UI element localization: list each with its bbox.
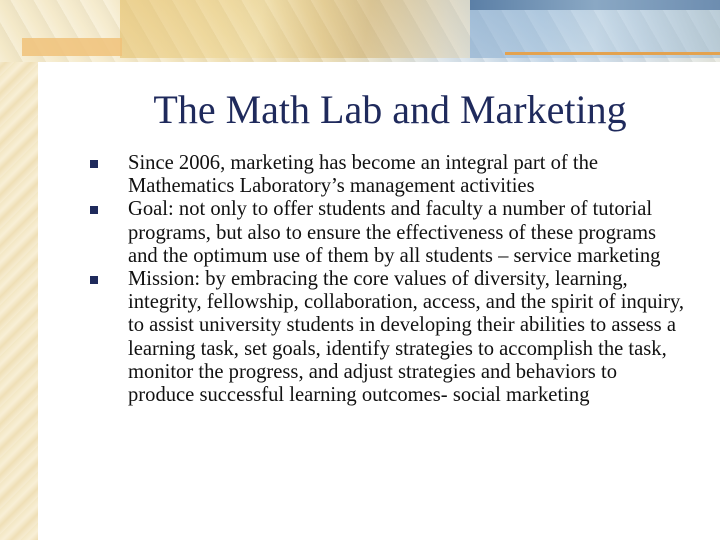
- square-bullet-icon: [90, 276, 98, 284]
- square-bullet-icon: [90, 206, 98, 214]
- bullet-item: [88, 198, 688, 268]
- decorative-orange-bar: [22, 38, 122, 56]
- bullet-text: Mission: by embracing the core values of diversity, learning, integrity, fellowship, collaboration, access, and the spirit of inquiry, to assist university students in developing their abilities to assess a learning task, set goals, identify strategies to accomplish the task, monitor the progress, and adjust strategies and behaviors to produce successful learning outcomes- social marketing: [128, 268, 685, 407]
- bullet-item: [88, 268, 688, 407]
- bullet-item: [88, 152, 688, 198]
- decorative-frame-left: [0, 0, 38, 540]
- bullet-text: Since 2006, marketing has become an integral part of the Mathematics Laboratory’s management activities: [128, 152, 599, 198]
- bullet-list: [88, 152, 688, 407]
- square-bullet-icon: [90, 160, 98, 168]
- decorative-top-strip: [470, 0, 720, 10]
- decorative-leaf-band: [120, 0, 470, 58]
- bullet-text: Goal: not only to offer students and faculty a number of tutorial programs, but also to ensure the effectiveness of these programs and the optimum use of them by all students – service marketing: [128, 198, 661, 267]
- slide-title: The Math Lab and Marketing: [153, 87, 627, 132]
- decorative-orange-line: [505, 52, 720, 55]
- decorative-blue-band: [470, 10, 720, 58]
